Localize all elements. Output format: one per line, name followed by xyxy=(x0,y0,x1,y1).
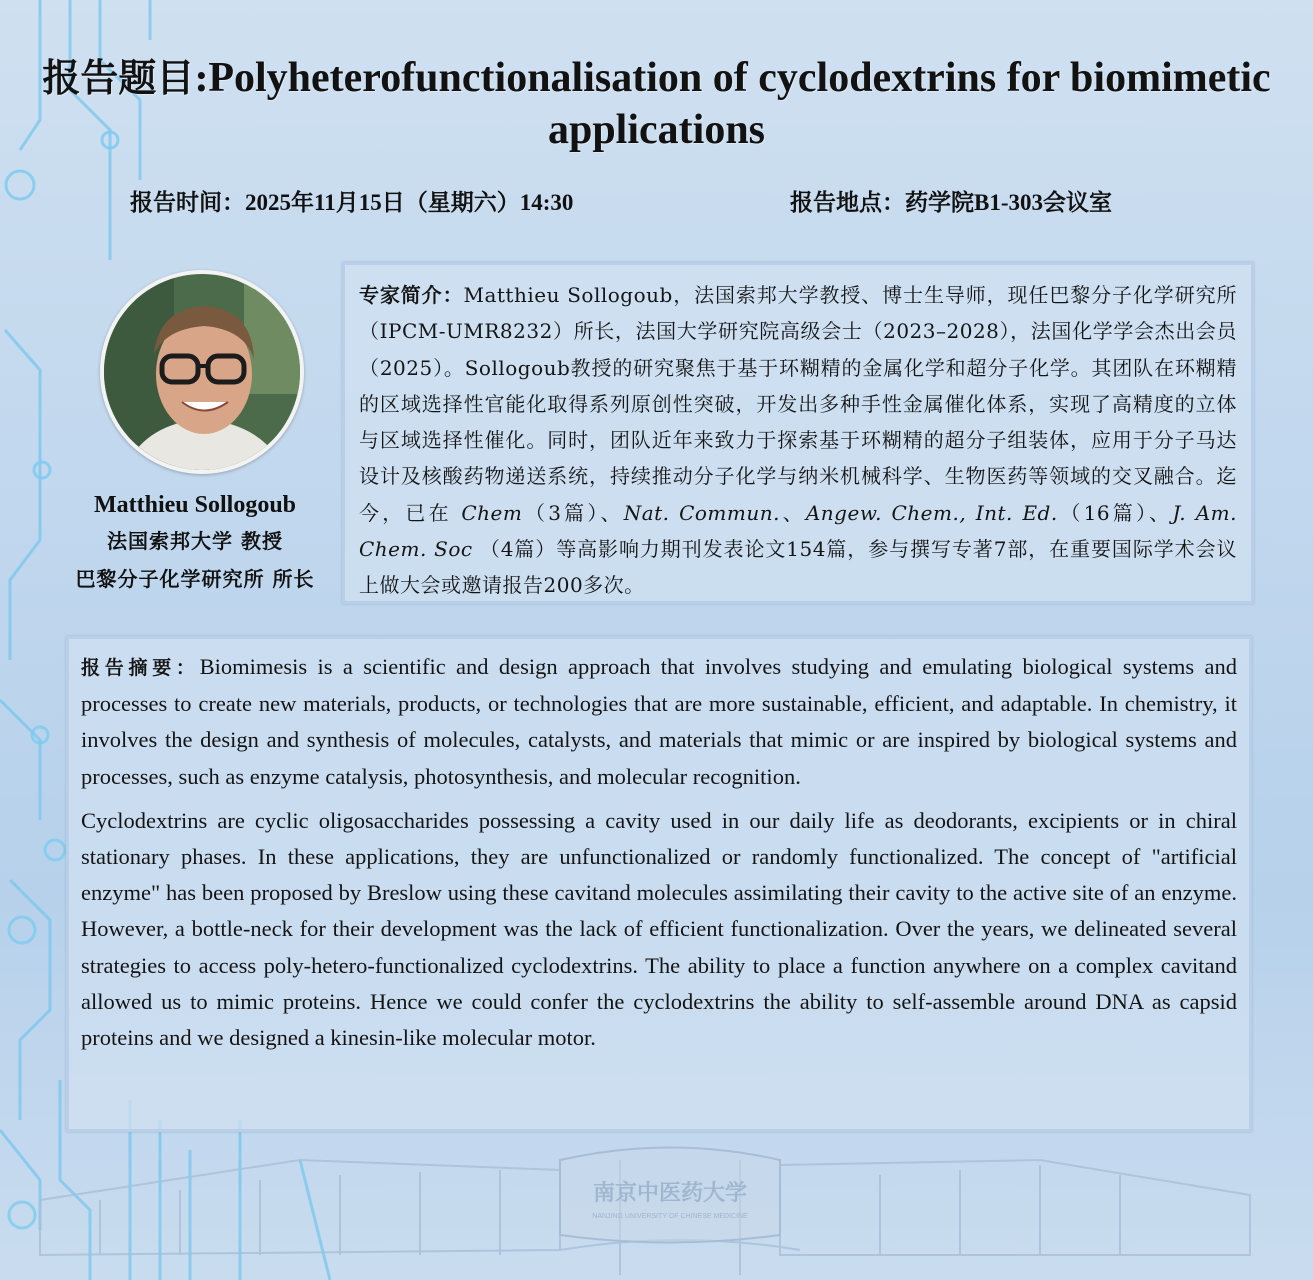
abstract-paragraph-2: Cyclodextrins are cyclic oligosaccharides possessing a cavity used in our daily life as deodorants, excipients or in chiral stationary phases. In these applications, they are unfunctionalized or randomly functionalized. The concept of "artificial enzyme" has been proposed by Breslow using these cavitand molecules assimilating their cavity to the active site of an enzyme. However, a bottle-neck for their development was the lack of efficient functionalization. Over the years, we delineated several strategies to access poly-hetero-functionalized cyclodextrins. The ability to place a function anywhere on a complex cavitand allowed us to mimic proteins. Hence we could confer the cyclodextrins the ability to self-assemble around DNA as capsid proteins and we designed a kinesin-like molecular motor. xyxy=(81,807,1237,1051)
abstract-text: Biomimesis is a scientific and design approach that involves studying and emulating biological systems and processes to create new materials, products, or technologies that are more sustainable, efficient, and adaptable. In chemistry, it involves the design and synthesis of molecules, catalysts, and materials that mimic or are inspired by biological systems and processes, such as enzyme catalysis, photosynthesis, and molecular recognition. xyxy=(81,654,1237,789)
bio-box xyxy=(342,262,1254,604)
speaker-photo xyxy=(104,274,300,470)
university-name: 南京中医药大学 xyxy=(592,1180,748,1206)
report-title-text: Polyheterofunctionalisation of cyclodextrins for biomimetic applications xyxy=(208,55,1271,153)
report-place: 报告地点：药学院B1-303会议室 xyxy=(790,190,1112,215)
journal-name: Angew. Chem., Int. Ed. xyxy=(805,500,1058,525)
bio-text-part: （4篇）等高影响力期刊发表论文154篇，参与撰写专著7部，在重要国际学术会议上做大会或邀请报告200多次。 xyxy=(359,537,1237,598)
report-time: 报告时间：2025年11月15日（星期六）14:30 xyxy=(130,190,574,215)
report-title xyxy=(40,52,1273,156)
journal-name: Nat. Commun. xyxy=(623,500,780,525)
university-logo xyxy=(540,1140,800,1270)
abstract-paragraph-1 xyxy=(81,649,1237,795)
speaker-info xyxy=(50,488,340,598)
speaker-photo-frame xyxy=(100,270,304,474)
speaker-name: Matthieu Sollogoub xyxy=(93,492,297,518)
bio-label: 专家简介： xyxy=(359,283,464,307)
bio-text-part: 、 xyxy=(779,500,806,525)
journal-name: J. Am. Chem. Soc xyxy=(359,500,1237,562)
journal-name: Chem xyxy=(461,500,523,525)
report-title-prefix: 报告题目: xyxy=(42,55,209,100)
bio-text xyxy=(359,277,1237,604)
bio-text-part: Matthieu Sollogoub，法国索邦大学教授、博士生导师，现任巴黎分子化学研究所（IPCM-UMR8232）所长，法国大学研究院高级会士（2023–2028），法国化学学会杰出会员（2025）。Sollogoub教授的研究聚焦于基于环糊精的金属化学和超分子化学。其团队在环糊精的区域选择性官能化取得系列原创性突破，开发出多种手性金属催化体系，实现了高精度的立体与区域选择性催化。同时，团队近年来致力于探索基于环糊精的超分子组装体，应用于分子马达设计及核酸药物递送系统，持续推动分子化学与纳米机械科学、生物医药等领域的交叉融合。迄今，已在 xyxy=(359,283,1237,525)
speaker-title-2: 巴黎分子化学研究所 所长 xyxy=(75,567,315,591)
speaker-title-1: 法国索邦大学 教授 xyxy=(107,529,283,553)
university-subtitle: NANJING UNIVERSITY OF CHINESE MEDICINE xyxy=(592,1213,748,1220)
bio-text-part: （16篇）、 xyxy=(1057,500,1173,525)
bio-text-part: （3篇）、 xyxy=(522,500,624,525)
abstract-label: 报告摘要： xyxy=(81,657,200,679)
abstract-box xyxy=(66,636,1252,1132)
